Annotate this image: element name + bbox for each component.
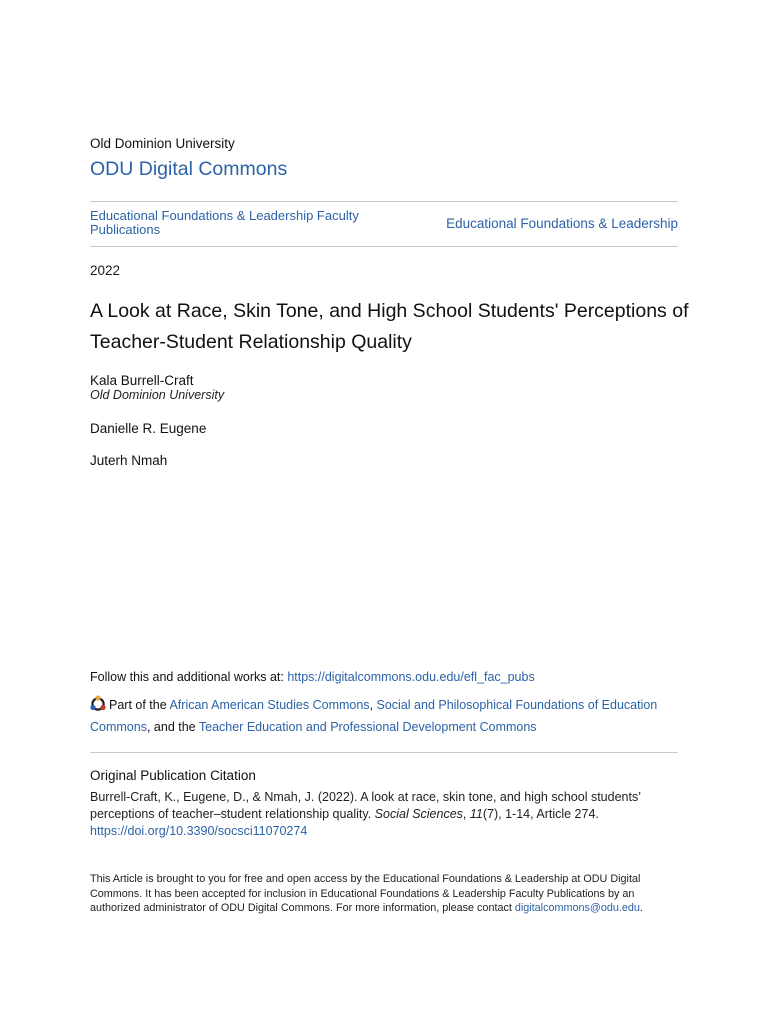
citation-rest: (7), 1-14, Article 274. <box>482 807 599 821</box>
divider <box>90 201 678 202</box>
repository-link[interactable]: ODU Digital Commons <box>90 158 288 180</box>
citation-sep: , <box>462 807 470 821</box>
footer-notice <box>90 872 678 916</box>
faculty-publications-link[interactable]: Educational Foundations & Leadership Faculty Publications <box>90 208 359 237</box>
collection-url-link[interactable]: https://digitalcommons.odu.edu/efl_fac_pubs <box>287 670 535 684</box>
institution-name: Old Dominion University <box>90 136 235 151</box>
contact-email-link[interactable]: digitalcommons@odu.edu <box>514 902 640 914</box>
part-of-sep: , and the <box>146 720 199 734</box>
divider <box>90 752 678 753</box>
article-title: A Look at Race, Skin Tone, and High School Students' Perceptions of Teacher-Student Relationship Quality <box>90 300 689 353</box>
department-link[interactable]: Educational Foundations & Leadership <box>446 215 678 231</box>
doi-link[interactable]: https://doi.org/10.3390/socsci11070274 <box>90 824 308 838</box>
follow-prefix: Follow this and additional works at: <box>90 670 288 684</box>
part-of-line <box>90 694 678 738</box>
social-philosophical-foundations-link[interactable]: Social and Philosophical Foundations of Education Commons <box>90 698 658 734</box>
part-of-sep: , <box>369 698 377 712</box>
author-1 <box>90 373 224 402</box>
publication-year: 2022 <box>90 263 121 278</box>
author-3: Juterh Nmah <box>90 453 168 468</box>
divider <box>90 246 678 247</box>
citation-journal: Social Sciences <box>374 807 463 821</box>
footer-end: . <box>639 902 643 914</box>
collection-row <box>90 209 678 237</box>
commons-network-icon <box>90 695 106 712</box>
citation-text: Burrell-Craft, K., Eugene, D., & Nmah, J. (2022). A look at race, skin tone, and high school students’ perceptions of teacher–student relationship quality. <box>90 790 641 821</box>
follow-line <box>90 670 535 684</box>
teacher-education-link[interactable]: Teacher Education and Professional Development Commons <box>198 720 537 734</box>
footer-text: This Article is brought to you for free and open access by the Educational Foundations & Leadership at ODU Digital Commons. It has been accepted for inclusion in Educational Foundations & Leadership Faculty Publications by an authorized administrator of ODU Digital Commons. For more information, please contact <box>90 873 641 914</box>
part-of-prefix: Part of the <box>109 698 170 712</box>
author-affiliation: Old Dominion University <box>90 388 225 402</box>
citation-volume: 11 <box>469 807 483 821</box>
citation-body <box>90 789 678 840</box>
citation-heading: Original Publication Citation <box>90 768 256 783</box>
author-name: Kala Burrell-Craft <box>90 373 194 388</box>
african-american-studies-link[interactable]: African American Studies Commons <box>169 698 370 712</box>
author-2: Danielle R. Eugene <box>90 421 207 436</box>
